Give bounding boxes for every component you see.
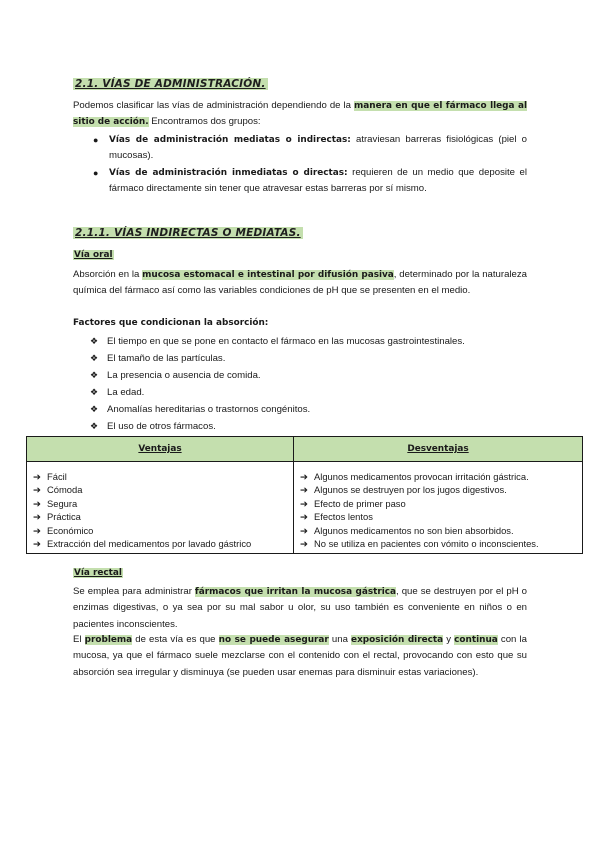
ventajas-cell	[27, 462, 294, 554]
list-item: ➔ Algunos medicamentos provocan irritación gástrica.	[300, 471, 529, 482]
factors-title: Factores que condicionan la absorción:	[73, 318, 269, 328]
arrow-icon: ➔	[300, 471, 308, 482]
text-run: una	[328, 634, 352, 645]
list-item: ➔ Efecto de primer paso	[300, 497, 406, 509]
list-item: ❖ La presencia o ausencia de comida.	[90, 367, 465, 384]
list-item: ❖ El tamaño de las partículas.	[90, 350, 465, 367]
list-item: ➔ Práctica	[33, 511, 81, 523]
arrow-icon: ➔	[33, 484, 41, 496]
list-item: ➔ Algunos se destruyen por los jugos digestivos.	[300, 484, 507, 496]
bold-text: continua	[454, 635, 498, 645]
text-run: requieren de un medio que deposite el fármaco directamente sin tener que atravesar estas barreras por sí mismo.	[109, 166, 527, 195]
group-mediatas	[109, 134, 527, 161]
group-inmediatas	[109, 167, 527, 194]
diamond-icon: ❖	[90, 421, 99, 431]
ventajas-desventajas-table	[26, 436, 583, 554]
label-via-oral: Vía oral	[74, 250, 113, 260]
text-run: atraviesan barreras fisiológicas (piel o mucosas).	[109, 134, 528, 162]
heading-vias-administracion: 2.1. VÍAS DE ADMINISTRACIÓN.	[75, 78, 266, 90]
text-run: El	[73, 634, 85, 645]
arrow-icon: ➔	[33, 524, 41, 536]
bold-text: Vías de administración mediatas o indirectas:	[109, 135, 351, 145]
list-item: ➔ Segura	[33, 497, 78, 509]
desventajas-cell	[294, 462, 583, 554]
list-item: ❖ La edad.	[90, 384, 465, 401]
diamond-icon: ❖	[90, 336, 99, 346]
list-item: ❖ Anomalías hereditarias o trastornos congénitos.	[90, 401, 465, 418]
oral-paragraph	[73, 267, 527, 300]
list-item: ➔ Efectos lentos	[300, 511, 373, 523]
bullet-icon: ●	[93, 135, 99, 145]
diamond-icon: ❖	[90, 353, 99, 363]
arrow-icon: ➔	[300, 497, 308, 509]
list-item	[93, 132, 527, 165]
label-via-rectal: Vía rectal	[74, 568, 122, 578]
table-row	[27, 462, 583, 554]
text-run: Se emplea para administrar	[73, 586, 195, 597]
list-item: ➔ Algunos medicamentos no son bien absorbidos.	[300, 524, 514, 536]
arrow-icon: ➔	[300, 538, 308, 550]
list-item: ❖ El tiempo en que se pone en contacto el fármaco en las mucosas gastrointestinales.	[90, 333, 465, 350]
arrow-icon: ➔	[300, 511, 308, 523]
bold-text: mucosa estomacal e intestinal por difusión pasiva	[142, 270, 394, 280]
arrow-icon: ➔	[300, 484, 308, 496]
text-run: con la mucosa, ya que el fármaco suele mezclarse con el contenido con el rectal, provocando con esto que su absorción sea irregular y disminuya (se pueden usar enemas para disminuir estas variaciones).	[73, 634, 527, 678]
factors-list	[90, 333, 465, 435]
list-item: ➔ Extracción del medicamentos por lavado gástrico	[33, 538, 252, 550]
diamond-icon: ❖	[90, 370, 99, 380]
header-desventajas: Desventajas	[294, 437, 583, 462]
list-item: ➔ Cómoda	[33, 484, 83, 496]
table-header-row	[27, 437, 583, 462]
text-run: , que se destruyen por el pH o enzimas digestivas, o ya sea por su mal sabor u olor, su uso también es conveniente en niños o en pacientes inconscientes.	[73, 586, 528, 630]
diamond-icon: ❖	[90, 387, 99, 397]
list-item: ➔ No se utiliza en pacientes con vómito o inconscientes.	[300, 538, 539, 550]
text-run: de esta vía es que	[132, 634, 219, 645]
list-item: ➔ Económico	[33, 524, 94, 536]
bold-text: no se puede asegurar	[218, 635, 329, 645]
bold-text: problema	[84, 635, 133, 645]
bold-text: manera en que el fármaco llega al sitio de acción.	[73, 101, 527, 128]
bold-text: exposición directa	[351, 635, 444, 645]
bold-text: fármacos que irritan la mucosa gástrica	[194, 587, 397, 597]
heading-vias-indirectas: 2.1.1. VÍAS INDIRECTAS O MEDIATAS.	[75, 227, 301, 239]
text-run: , determinado por la naturaleza química del fármaco así como las variables condiciones de pH que se presenten en el medio.	[73, 269, 528, 297]
arrow-icon: ➔	[300, 524, 308, 536]
list-item: ➔ Fácil	[33, 471, 67, 482]
list-item	[93, 165, 527, 198]
diamond-icon: ❖	[90, 404, 99, 414]
bold-text: Vías de administración inmediatas o directas:	[109, 167, 348, 178]
header-ventajas: Ventajas	[27, 437, 294, 462]
text-run: Absorción en la	[73, 269, 143, 280]
bullet-icon: ●	[93, 167, 99, 178]
text-run: Podemos clasificar las vías de administración dependiendo de la	[73, 100, 355, 111]
groups-list	[93, 132, 527, 198]
arrow-icon: ➔	[33, 497, 41, 509]
rectal-paragraph-1	[73, 584, 527, 633]
arrow-icon: ➔	[33, 511, 41, 523]
text-run: y	[443, 634, 455, 645]
list-item: ❖ El uso de otros fármacos.	[90, 418, 465, 435]
intro-paragraph	[73, 98, 527, 131]
text-run: Encontramos dos grupos:	[148, 116, 261, 128]
arrow-icon: ➔	[33, 471, 41, 482]
rectal-paragraph-2	[73, 632, 527, 681]
arrow-icon: ➔	[33, 538, 41, 550]
